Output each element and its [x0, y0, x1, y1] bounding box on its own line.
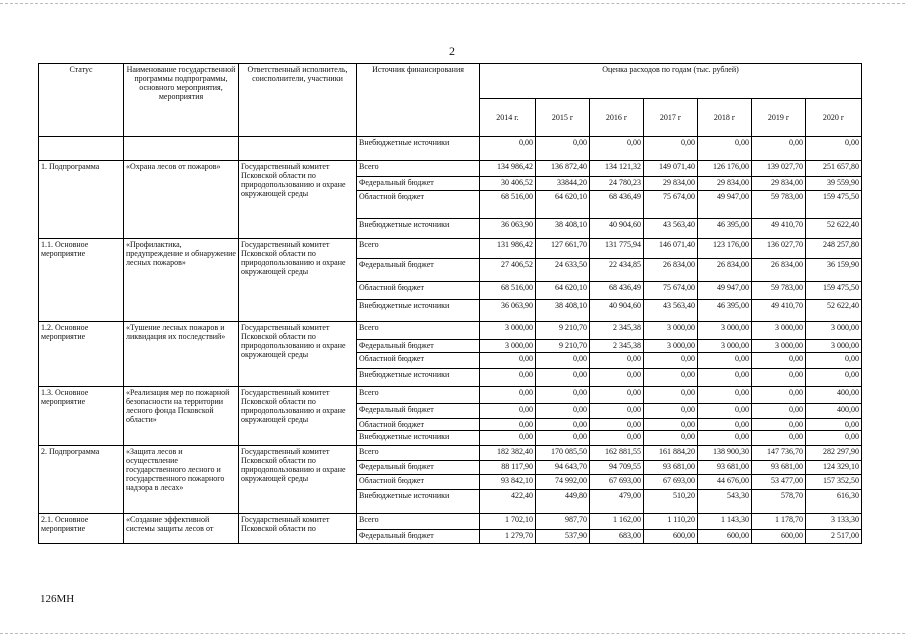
value-cell: 126 176,00 [698, 161, 752, 177]
value-cell: 68 436,49 [590, 191, 644, 219]
value-cell: 157 352,50 [806, 475, 862, 490]
value-cell: 0,00 [698, 369, 752, 387]
value-cell: 93 842,10 [480, 475, 536, 490]
group-responsible: Государственный комитет Псковской области по природопользованию и охране окружающей среды [239, 387, 357, 446]
source-cell: Внебюджетные источники [357, 300, 480, 322]
value-cell: 24 633,50 [536, 259, 590, 282]
value-cell: 88 117,90 [480, 461, 536, 475]
value-cell: 0,00 [644, 419, 698, 431]
value-cell: 3 000,00 [644, 322, 698, 340]
value-cell: 0,00 [698, 137, 752, 161]
value-cell: 3 000,00 [698, 322, 752, 340]
scan-top-edge [0, 3, 905, 4]
value-cell: 0,00 [698, 404, 752, 419]
value-cell: 0,00 [590, 419, 644, 431]
source-cell: Областной бюджет [357, 419, 480, 431]
value-cell: 22 434,85 [590, 259, 644, 282]
source-cell: Федеральный бюджет [357, 404, 480, 419]
value-cell: 0,00 [806, 137, 862, 161]
value-cell: 0,00 [806, 353, 862, 369]
value-cell: 93 681,00 [698, 461, 752, 475]
value-cell: 600,00 [752, 530, 806, 544]
source-cell: Всего [357, 239, 480, 259]
value-cell: 33844,20 [536, 177, 590, 191]
header-row [39, 64, 862, 99]
value-cell: 36 063,90 [480, 300, 536, 322]
value-cell: 600,00 [644, 530, 698, 544]
value-cell: 3 000,00 [698, 340, 752, 353]
group-responsible: Государственный комитет Псковской области по [239, 514, 357, 544]
group-responsible: Государственный комитет Псковской области по природопользованию и охране окружающей среды [239, 446, 357, 514]
value-cell: 26 834,00 [752, 259, 806, 282]
value-cell: 68 436,49 [590, 282, 644, 300]
value-cell: 159 475,50 [806, 191, 862, 219]
group-name: «Профилактика, предупреждение и обнаружение лесных пожаров» [124, 239, 239, 322]
value-cell: 0,00 [698, 431, 752, 446]
value-cell: 0,00 [480, 387, 536, 404]
table-row [39, 239, 862, 259]
value-cell: 0,00 [644, 137, 698, 161]
value-cell: 134 121,32 [590, 161, 644, 177]
source-cell: Федеральный бюджет [357, 259, 480, 282]
value-cell: 400,00 [806, 387, 862, 404]
value-cell: 139 027,70 [752, 161, 806, 177]
value-cell: 400,00 [806, 404, 862, 419]
value-cell: 149 071,40 [644, 161, 698, 177]
value-cell: 0,00 [536, 369, 590, 387]
value-cell: 0,00 [590, 137, 644, 161]
value-cell: 0,00 [698, 419, 752, 431]
value-cell: 3 000,00 [752, 340, 806, 353]
value-cell: 537,90 [536, 530, 590, 544]
value-cell: 0,00 [806, 431, 862, 446]
value-cell: 449,80 [536, 490, 590, 514]
value-cell: 248 257,80 [806, 239, 862, 259]
value-cell: 46 395,00 [698, 300, 752, 322]
value-cell: 1 279,70 [480, 530, 536, 544]
year-header: 2014 г. [480, 99, 536, 137]
value-cell: 68 516,00 [480, 191, 536, 219]
value-cell: 123 176,00 [698, 239, 752, 259]
source-cell: Всего [357, 446, 480, 461]
value-cell: 53 477,00 [752, 475, 806, 490]
source-cell: Всего [357, 161, 480, 177]
expenses-table [38, 63, 862, 544]
value-cell: 44 676,00 [698, 475, 752, 490]
value-cell: 0,00 [752, 137, 806, 161]
value-cell: 64 620,10 [536, 282, 590, 300]
value-cell: 94 709,55 [590, 461, 644, 475]
value-cell: 282 297,90 [806, 446, 862, 461]
source-cell: Всего [357, 322, 480, 340]
value-cell: 0,00 [752, 387, 806, 404]
value-cell: 0,00 [752, 369, 806, 387]
value-cell: 0,00 [644, 353, 698, 369]
value-cell: 40 904,60 [590, 300, 644, 322]
header-expenses: Оценка расходов по годам (тыс. рублей) [480, 64, 862, 99]
value-cell: 26 834,00 [698, 259, 752, 282]
value-cell: 2 345,38 [590, 322, 644, 340]
value-cell: 26 834,00 [644, 259, 698, 282]
value-cell: 9 210,70 [536, 322, 590, 340]
source-cell: Всего [357, 514, 480, 530]
document-code: 126МН [40, 593, 75, 605]
value-cell: 0,00 [480, 353, 536, 369]
value-cell: 0,00 [480, 137, 536, 161]
value-cell: 3 000,00 [480, 340, 536, 353]
value-cell: 0,00 [590, 387, 644, 404]
value-cell: 136 872,40 [536, 161, 590, 177]
value-cell: 9 210,70 [536, 340, 590, 353]
value-cell: 138 900,30 [698, 446, 752, 461]
value-cell: 29 834,00 [644, 177, 698, 191]
value-cell: 170 085,50 [536, 446, 590, 461]
value-cell: 93 681,00 [644, 461, 698, 475]
value-cell: 0,00 [480, 419, 536, 431]
group-responsible: Государственный комитет Псковской области по природопользованию и охране окружающей среды [239, 161, 357, 239]
value-cell: 0,00 [806, 419, 862, 431]
source-cell: Внебюджетные источники [357, 137, 480, 161]
value-cell: 46 395,00 [698, 219, 752, 239]
year-header: 2019 г [752, 99, 806, 137]
value-cell: 59 783,00 [752, 282, 806, 300]
value-cell: 67 693,00 [590, 475, 644, 490]
value-cell: 0,00 [806, 369, 862, 387]
group-name: «Тушение лесных пожаров и ликвидация их последствий» [124, 322, 239, 387]
group-responsible: Государственный комитет Псковской области по природопользованию и охране окружающей среды [239, 239, 357, 322]
value-cell: 182 382,40 [480, 446, 536, 461]
value-cell: 0,00 [752, 431, 806, 446]
value-cell: 3 000,00 [644, 340, 698, 353]
value-cell: 52 622,40 [806, 300, 862, 322]
header-status: Статус [39, 64, 124, 137]
header-source: Источник финансирования [357, 64, 480, 137]
value-cell: 543,30 [698, 490, 752, 514]
group-status: 1.2. Основное мероприятие [39, 322, 124, 387]
value-cell: 24 780,23 [590, 177, 644, 191]
value-cell: 29 834,00 [752, 177, 806, 191]
value-cell: 600,00 [698, 530, 752, 544]
value-cell: 124 329,10 [806, 461, 862, 475]
group-name: «Реализация мер по пожарной безопасности на территории лесного фонда Псковской области» [124, 387, 239, 446]
group-name: «Создание эффективной системы защиты лесов от [124, 514, 239, 544]
value-cell: 29 834,00 [698, 177, 752, 191]
value-cell: 987,70 [536, 514, 590, 530]
source-cell: Областной бюджет [357, 282, 480, 300]
table-row [39, 161, 862, 177]
value-cell: 49 410,70 [752, 300, 806, 322]
group-status: 2.1. Основное мероприятие [39, 514, 124, 544]
value-cell: 510,20 [644, 490, 698, 514]
empty-cell [239, 137, 357, 161]
value-cell: 0,00 [644, 369, 698, 387]
year-header: 2017 г [644, 99, 698, 137]
value-cell: 0,00 [536, 137, 590, 161]
value-cell: 38 408,10 [536, 219, 590, 239]
value-cell: 0,00 [480, 369, 536, 387]
value-cell: 75 674,00 [644, 191, 698, 219]
value-cell: 683,00 [590, 530, 644, 544]
table-row [39, 387, 862, 404]
scan-bottom-edge [0, 633, 905, 634]
value-cell: 159 475,50 [806, 282, 862, 300]
value-cell: 43 563,40 [644, 219, 698, 239]
value-cell: 422,40 [480, 490, 536, 514]
value-cell: 0,00 [590, 404, 644, 419]
value-cell: 3 000,00 [480, 322, 536, 340]
value-cell: 0,00 [536, 431, 590, 446]
value-cell: 1 162,00 [590, 514, 644, 530]
group-status: 2. Подпрограмма [39, 446, 124, 514]
group-responsible: Государственный комитет Псковской области по природопользованию и охране окружающей среды [239, 322, 357, 387]
value-cell: 0,00 [480, 431, 536, 446]
value-cell: 0,00 [752, 353, 806, 369]
table-row [39, 322, 862, 340]
value-cell: 94 643,70 [536, 461, 590, 475]
value-cell: 49 947,00 [698, 191, 752, 219]
value-cell: 0,00 [644, 404, 698, 419]
value-cell: 0,00 [536, 353, 590, 369]
value-cell: 162 881,55 [590, 446, 644, 461]
value-cell: 1 143,30 [698, 514, 752, 530]
value-cell: 3 000,00 [806, 340, 862, 353]
source-cell: Федеральный бюджет [357, 177, 480, 191]
value-cell: 0,00 [752, 419, 806, 431]
table-body [39, 64, 862, 544]
value-cell: 251 657,80 [806, 161, 862, 177]
value-cell: 40 904,60 [590, 219, 644, 239]
value-cell: 36 159,90 [806, 259, 862, 282]
value-cell: 93 681,00 [752, 461, 806, 475]
value-cell: 74 992,00 [536, 475, 590, 490]
source-cell: Областной бюджет [357, 353, 480, 369]
value-cell: 131 986,42 [480, 239, 536, 259]
header-responsible: Ответственный исполнитель, соисполнители, участники [239, 64, 357, 137]
value-cell: 39 559,90 [806, 177, 862, 191]
source-cell: Внебюджетные источники [357, 490, 480, 514]
value-cell: 0,00 [536, 419, 590, 431]
empty-cell [39, 137, 124, 161]
value-cell: 67 693,00 [644, 475, 698, 490]
value-cell: 2 345,38 [590, 340, 644, 353]
carry-row [39, 137, 862, 161]
group-status: 1.3. Основное мероприятие [39, 387, 124, 446]
value-cell: 64 620,10 [536, 191, 590, 219]
value-cell: 136 027,70 [752, 239, 806, 259]
source-cell: Всего [357, 387, 480, 404]
source-cell: Внебюджетные источники [357, 219, 480, 239]
value-cell: 0,00 [644, 387, 698, 404]
value-cell: 0,00 [480, 404, 536, 419]
value-cell: 147 736,70 [752, 446, 806, 461]
group-name: «Охрана лесов от пожаров» [124, 161, 239, 239]
value-cell: 616,30 [806, 490, 862, 514]
value-cell: 27 406,52 [480, 259, 536, 282]
year-header: 2020 г [806, 99, 862, 137]
value-cell: 59 783,00 [752, 191, 806, 219]
value-cell: 1 702,10 [480, 514, 536, 530]
source-cell: Федеральный бюджет [357, 340, 480, 353]
source-cell: Внебюджетные источники [357, 431, 480, 446]
value-cell: 578,70 [752, 490, 806, 514]
source-cell: Федеральный бюджет [357, 461, 480, 475]
value-cell: 146 071,40 [644, 239, 698, 259]
value-cell: 3 000,00 [806, 322, 862, 340]
source-cell: Областной бюджет [357, 475, 480, 490]
page-number: 2 [449, 44, 455, 58]
empty-cell [124, 137, 239, 161]
value-cell: 127 661,70 [536, 239, 590, 259]
value-cell: 3 133,30 [806, 514, 862, 530]
value-cell: 36 063,90 [480, 219, 536, 239]
value-cell: 75 674,00 [644, 282, 698, 300]
group-name: «Защита лесов и осуществление государственного лесного и государственного пожарного надзора в лесах» [124, 446, 239, 514]
value-cell: 0,00 [590, 353, 644, 369]
source-cell: Внебюджетные источники [357, 369, 480, 387]
value-cell: 479,00 [590, 490, 644, 514]
source-cell: Областной бюджет [357, 191, 480, 219]
value-cell: 0,00 [536, 404, 590, 419]
value-cell: 0,00 [590, 431, 644, 446]
value-cell: 2 517,00 [806, 530, 862, 544]
value-cell: 30 406,52 [480, 177, 536, 191]
value-cell: 1 178,70 [752, 514, 806, 530]
source-cell: Федеральный бюджет [357, 530, 480, 544]
value-cell: 0,00 [536, 387, 590, 404]
value-cell: 38 408,10 [536, 300, 590, 322]
value-cell: 0,00 [644, 431, 698, 446]
value-cell: 3 000,00 [752, 322, 806, 340]
group-status: 1. Подпрограмма [39, 161, 124, 239]
value-cell: 134 986,42 [480, 161, 536, 177]
table-row [39, 446, 862, 461]
value-cell: 0,00 [752, 404, 806, 419]
group-status: 1.1. Основное мероприятие [39, 239, 124, 322]
value-cell: 43 563,40 [644, 300, 698, 322]
value-cell: 49 410,70 [752, 219, 806, 239]
year-header: 2015 г [536, 99, 590, 137]
value-cell: 0,00 [698, 353, 752, 369]
value-cell: 0,00 [590, 369, 644, 387]
value-cell: 0,00 [698, 387, 752, 404]
value-cell: 49 947,00 [698, 282, 752, 300]
year-header: 2018 г [698, 99, 752, 137]
value-cell: 131 775,94 [590, 239, 644, 259]
header-program-name: Наименование государственной программы подпрограммы, основного мероприятия, мероприятия [124, 64, 239, 137]
value-cell: 52 622,40 [806, 219, 862, 239]
value-cell: 68 516,00 [480, 282, 536, 300]
year-header: 2016 г [590, 99, 644, 137]
value-cell: 161 884,20 [644, 446, 698, 461]
table-row [39, 514, 862, 530]
value-cell: 1 110,20 [644, 514, 698, 530]
